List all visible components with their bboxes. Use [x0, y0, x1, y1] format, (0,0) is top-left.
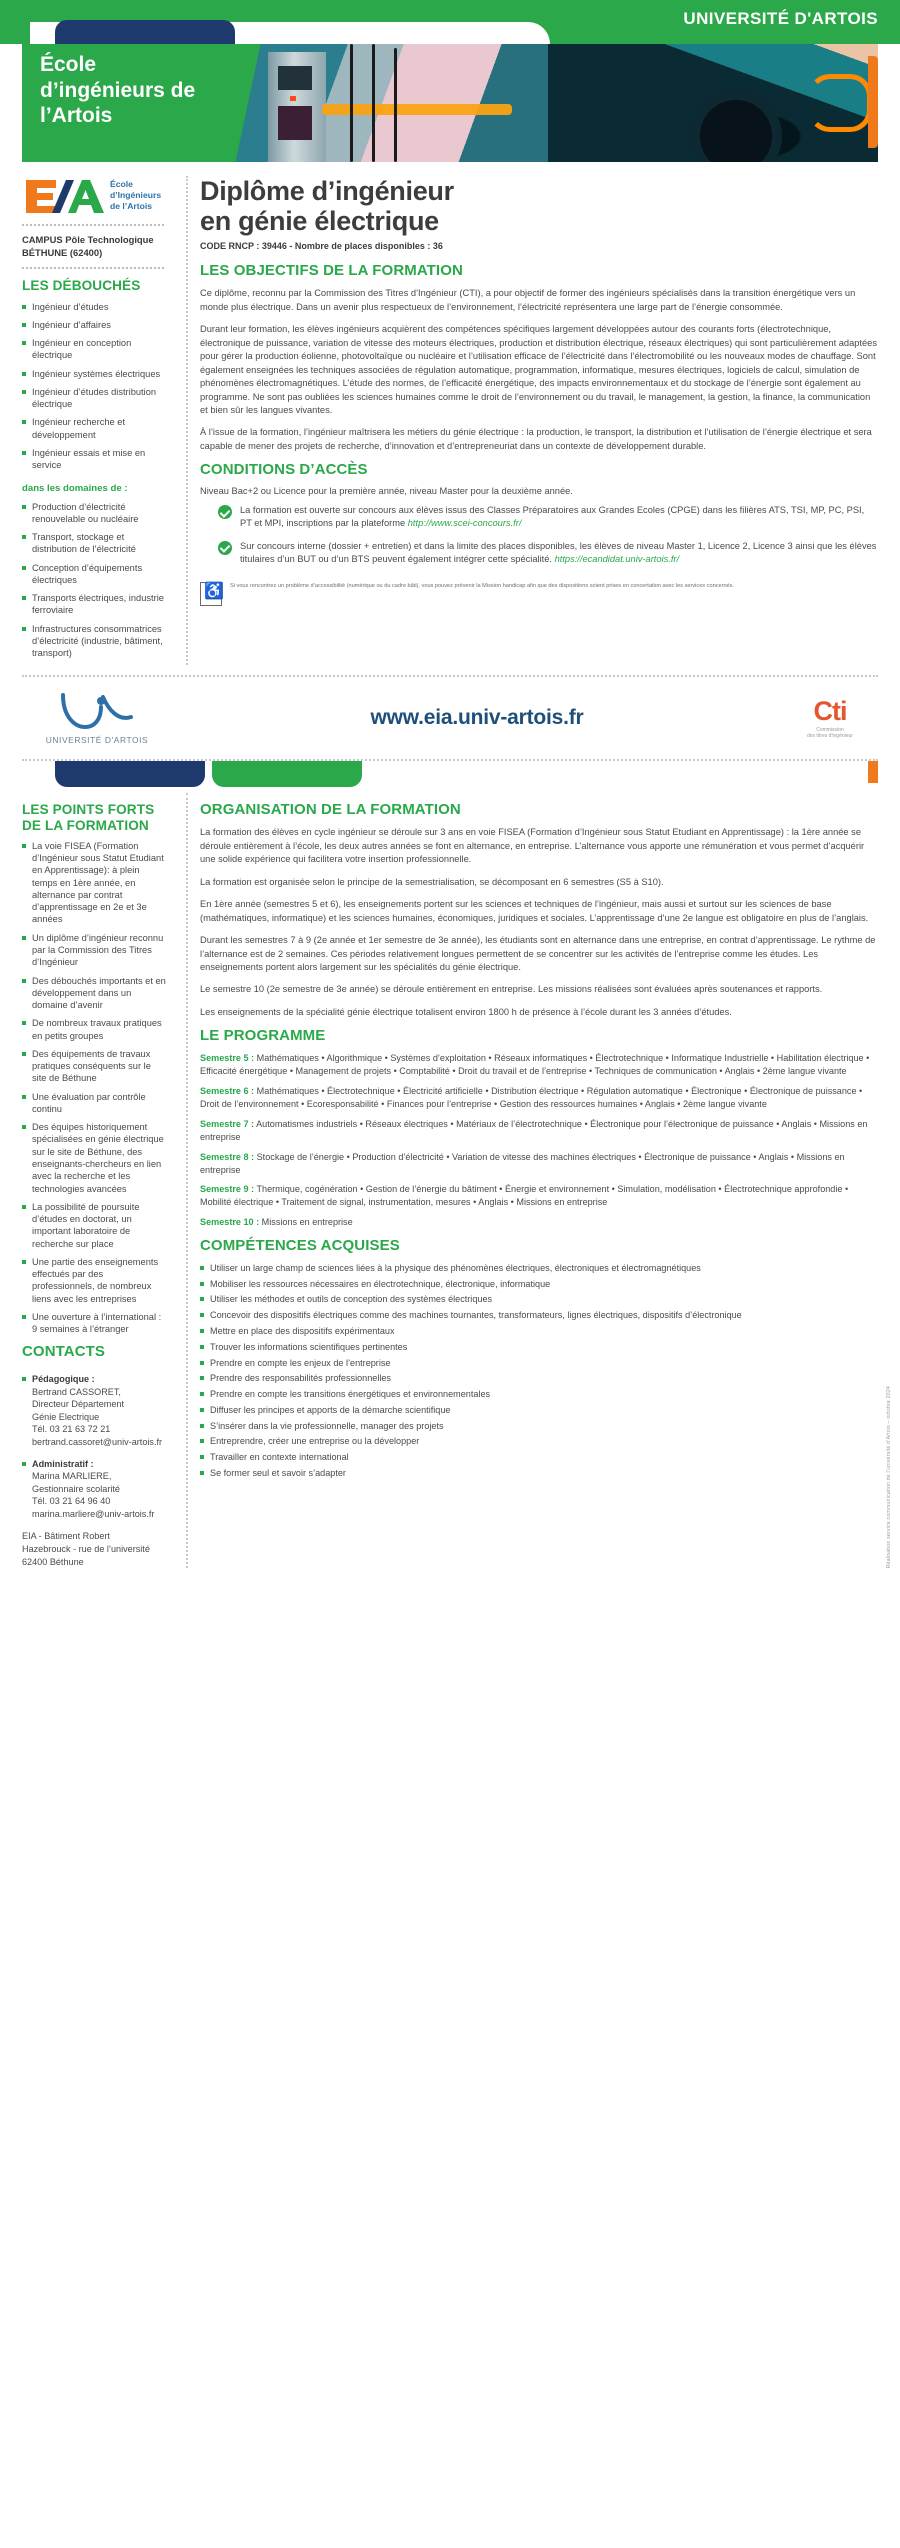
organisation-paragraph-4: Durant les semestres 7 à 9 (2e année et 1er semestre de 3e année), les étudiants sont en alternance dans une entreprise, en contrat d’apprentissage. Le rythme de l’alternance est de 2 semaines. Ces périodes relativement longues permettent de se concentrer sur les activités de l’entreprise comme les études. Les enseignements portent alors largement sur les spécialités du génie électrique. [200, 935, 876, 972]
logo-line-1: École [110, 178, 133, 189]
title-line-1: Diplôme d’ingénieur [200, 176, 454, 206]
organisation-heading: ORGANISATION DE LA FORMATION [200, 801, 461, 819]
rncp-code: CODE RNCP : 39446 - Nombre de places disponibles : 36 [200, 241, 443, 252]
cti-sub-2: des titres d'ingénieur [806, 732, 853, 739]
contact-line: marina.marliere@univ-artois.fr [32, 1508, 155, 1519]
university-name: UNIVERSITÉ D'ARTOIS [683, 9, 878, 28]
list-item: Transport, stockage et distribution de l’électricité [22, 531, 164, 556]
logo-line-3: de l’Artois [110, 200, 153, 211]
contact-line: Génie Electrique [32, 1411, 100, 1422]
semester-label: Semestre 5 : [200, 1053, 255, 1064]
list-item: Conception d’équipements électriques [22, 562, 164, 587]
cable-1-icon [350, 44, 353, 162]
divider-top [22, 224, 164, 226]
list-item: Un diplôme d’ingénieur reconnu par la Commission des Titres d’Ingénieur [22, 932, 166, 969]
list-item: S’insérer dans la vie professionnelle, manager des projets [200, 1420, 878, 1432]
points-forts-heading-line-1: LES POINTS FORTS [22, 802, 155, 818]
wheelchair-accessibility-icon [200, 582, 222, 606]
domains-subheading: dans les domaines de : [22, 482, 128, 494]
divider-bottom [22, 267, 164, 269]
address-line: 62400 Béthune [22, 1556, 84, 1567]
semester-line: Semestre 6 : Mathématiques • Électrotechnique • Électricité artificielle • Distribution électrique • Régulation automatique • Électronique • Électronique de puissance • Droit de l’environnement • Ecoresponsabilité • Finances pour l’entreprise • Gestion des ressources humaines • Anglais • 2ème langue vivante [200, 1086, 863, 1109]
list-item: Ingénieur essais et mise en service [22, 447, 164, 472]
list-item: Mettre en place des dispositifs expérimentaux [200, 1325, 878, 1337]
list-item: Production d’électricité renouvelable ou nucléaire [22, 501, 164, 526]
semester-line: Semestre 7 : Automatismes industriels • Réseaux électriques • Matériaux de l’électrotechnique • Électronique pour l’électronique de puissance • Anglais • Missions en entreprise [200, 1118, 868, 1142]
eia-logo-mark-icon [22, 176, 104, 214]
address-line: Hazebrouck - rue de l’université [22, 1543, 150, 1554]
page-title [200, 176, 878, 236]
contact-item [22, 1458, 166, 1521]
top-banner [0, 0, 900, 44]
cti-sub-1: Commission [816, 726, 844, 733]
list-item: La voie FISEA (Formation d’Ingénieur sous Statut Etudiant en Apprentissage): à plein temps en 1ère année, en alternance par contrat d’apprentissage en 2e et 3e années [22, 840, 166, 926]
school-title: École d’ingénieurs de l’Artois [40, 53, 196, 128]
debouches-heading: LES DÉBOUCHÉS [22, 278, 141, 294]
list-item: Transports électriques, industrie ferroviaire [22, 592, 164, 617]
competences-heading: COMPÉTENCES ACQUISES [200, 1237, 400, 1255]
credits-note: Réalisation service communication de l’université d’Artois – octobre 2024 [886, 1385, 892, 1569]
university-swirl-icon [22, 691, 172, 731]
semester-label: Semestre 7 : [200, 1118, 255, 1129]
conditions-heading: CONDITIONS D’ACCÈS [200, 461, 368, 479]
main-content [200, 176, 878, 665]
semester-line: Semestre 5 : Mathématiques • Algorithmique • Systèmes d’exploitation • Réseaux informatiques • Électrotechnique • Informatique Industrielle • Habilitation électrique • Efficacité énergétique • Management de projets • Comptabilité • Droit du travail et de l’entreprise • Techniques de communication • Anglais • 2ème langue vivante [200, 1053, 870, 1077]
list-item: Utiliser les méthodes et outils de conception des systèmes électriques [200, 1293, 878, 1305]
list-item: Entreprendre, créer une entreprise ou la développer [200, 1435, 878, 1447]
title-line-2: en génie électrique [200, 206, 439, 237]
contacts-list [22, 1373, 166, 1520]
address-line: EIA - Bâtiment Robert [22, 1531, 110, 1542]
eia-logo [22, 176, 164, 214]
list-item: Ingénieur recherche et développement [22, 416, 164, 441]
main-columns [0, 162, 900, 665]
website-url[interactable]: www.eia.univ-artois.fr [370, 706, 584, 730]
organisation-paragraph-1: La formation des élèves en cycle ingénieur se déroule sur 3 ans en voie FISEA (Formation d’Ingénieur sous Statut Etudiant en Apprentissage) : la 1ère année se déroule entièrement à l’école, les deux autres années se font en alternance, en entreprise. L’alternance vous apporte une rémunération et vous permet d’acquérir une solide expérience qui facilitera votre insertion professionnelle. [200, 827, 865, 865]
page2-column-divider [186, 793, 188, 1568]
points-forts-heading-line-2: DE LA FORMATION [22, 817, 149, 833]
school-address [22, 1530, 166, 1568]
contact-line: Tél. 03 21 63 72 21 [32, 1424, 111, 1435]
condition-text: Sur concours interne (dossier + entretien) et dans la limite des places disponibles, les élèves de niveau Master 1, Licence 2, Licence 3 ainsi que les élèves titulaires d’un BUT ou d’un BTS peuvent également intégrer cette spécialité. https://ecandidat.univ-artois.fr/ [240, 540, 877, 564]
campus-info [22, 232, 164, 261]
charger-led-icon [290, 96, 296, 101]
list-item: Ingénieur d’études distribution électrique [22, 386, 164, 411]
list-item: Prendre en compte les enjeux de l’entreprise [200, 1357, 878, 1369]
page2-sidebar [22, 793, 174, 1568]
semester-label: Semestre 10 : [200, 1217, 260, 1228]
organisation-paragraph-5: Le semestre 10 (2e semestre de 3e année) se déroule entièrement en entreprise. Les missions réalisées sont évaluées après soutenances et rapports. [200, 984, 823, 995]
organisation-paragraph-3: En 1ère année (semestres 5 et 6), les enseignements portent sur les sciences et techniques de l’ingénieur, mais aussi et surtout sur les sciences de base (mathématiques, informatique) et les sciences humaines, économiques, juridiques et sociales. L’apprentissage d’une 2e langue est obligatoire en plus de l’anglais. [200, 899, 869, 923]
charger-screen-icon [278, 66, 312, 90]
programme-heading: LE PROGRAMME [200, 1027, 326, 1045]
semester-line: Semestre 10 : Missions en entreprise [200, 1217, 353, 1228]
list-item: Des équipes historiquement spécialisées en génie électrique sur le site de Béthune, des enseignants-chercheurs en lien avec la recherche et les technologies avancées [22, 1121, 166, 1195]
condition-item [200, 504, 878, 530]
contacts-heading: CONTACTS [22, 1343, 106, 1361]
page2-navy-tab [55, 761, 205, 787]
contact-role: Administratif : [32, 1458, 94, 1469]
hero-photo-ev-charging [222, 44, 878, 162]
conditions-list [200, 504, 878, 566]
page2-tabs [0, 761, 900, 787]
list-item: Ingénieur d’études [22, 301, 164, 313]
objectifs-paragraph-2: Durant leur formation, les élèves ingénieurs acquièrent des compétences spécifiques largement développées autour des courants forts (électrotechnique, électronique de puissance, variation de vitesse des moteurs électriques, production et distribution électrique, réseaux électriques) qui sont particulièrement adaptées pour gérer la production éolienne, photovoltaïque ou nucléaire et l’utilisation efficace de l’électricité dans l’électromobilité ou les nouveaux modes de chauffage. Sont également enseignées les techniques associées de régulation automatique, programmation, informatique, mesures électriques, logiciels de calcul, simulation de phénomènes électromagnétiques. L’étude des normes, de l’efficacité énergétique, des impacts environnementaux et du stockage de l’énergie sont également au programme. Ne sont pas oubliées les sciences humaines comme le droit de l’environnement ou du travail, le management, la gestion, la finance, la communication et bien sûr les langues vivantes. [200, 324, 877, 416]
list-item: Prendre des responsabilités professionnelles [200, 1372, 878, 1384]
charger-port-icon [278, 106, 312, 140]
objectifs-heading: LES OBJECTIFS DE LA FORMATION [200, 262, 463, 280]
competences-list [200, 1262, 878, 1479]
list-item: Des équipements de travaux pratiques conséquents sur le site de Béthune [22, 1048, 166, 1085]
contact-line: Bertrand CASSORET, [32, 1386, 121, 1397]
list-item: Se former seul et savoir s’adapter [200, 1467, 878, 1479]
column-divider [186, 176, 188, 665]
page2-green-tab [212, 761, 362, 787]
accessibility-text: Si vous rencontrez un problème d’accessibilité (numérique ou du cadre bâti), vous pouvez prévenir la Mission handicap afin que des dispositions soient prises en concertation avec les services concernés. [230, 582, 735, 589]
points-forts-list [22, 840, 166, 1336]
semester-line: Semestre 8 : Stockage de l’énergie • Production d’électricité • Variation de vitesse des machines électriques • Électronique de puissance • Anglais • Missions en entreprise [200, 1151, 845, 1175]
list-item: Prendre en compte les transitions énergétiques et environnementales [200, 1388, 878, 1400]
contact-line: Marina MARLIERE, [32, 1471, 112, 1482]
cti-logo [782, 695, 878, 739]
eia-logo-text [110, 179, 161, 212]
organisation-paragraph-6: Les enseignements de la spécialité génie électrique totalisent environ 1800 h de présence à l’école durant les 3 années d’études. [200, 1006, 732, 1017]
check-circle-icon [218, 541, 232, 555]
page2-orange-edge [868, 761, 878, 783]
contact-line: Directeur Département [32, 1399, 124, 1410]
condition-item [200, 540, 878, 566]
list-item: Trouver les informations scientifiques pertinentes [200, 1341, 878, 1353]
left-sidebar [22, 176, 174, 665]
debouches-list [22, 301, 164, 472]
domains-list [22, 501, 164, 660]
mid-band [22, 675, 878, 761]
list-item: Ingénieur d’affaires [22, 319, 164, 331]
check-circle-icon [218, 505, 232, 519]
list-item: Travailler en contexte international [200, 1451, 878, 1463]
list-item: Une ouverture à l’international : 9 semaines à l’étranger [22, 1311, 166, 1336]
list-item: Mobiliser les ressources nécessaires en électrotechnique, électronique, informatique [200, 1278, 878, 1290]
university-logo-caption: UNIVERSITÉ D'ARTOIS [45, 735, 149, 746]
cable-2-icon [372, 44, 375, 162]
contact-role: Pédagogique : [32, 1374, 95, 1385]
condition-link[interactable]: https://ecandidat.univ-artois.fr/ [554, 553, 680, 564]
hero-orange-edge [868, 56, 878, 148]
campus-line-1: CAMPUS Pôle Technologique [22, 234, 154, 245]
page2-main-content [200, 793, 892, 1569]
list-item: Une partie des enseignements effectués par des professionnels, de nombreux liens avec les entreprises [22, 1256, 166, 1305]
list-item: Ingénieur en conception électrique [22, 337, 164, 362]
list-item: Concevoir des dispositifs électriques comme des machines tournantes, transformateurs, lignes électriques, dispositifs d’électronique [200, 1309, 878, 1321]
university-logo [22, 691, 172, 745]
semester-label: Semestre 6 : [200, 1086, 255, 1096]
objectifs-paragraph-3: À l’issue de la formation, l’ingénieur maîtrisera les métiers du génie électrique : la production, le transport, la distribution et l’utilisation de l’énergie électrique et sera capable de mener des projets de recherche, d’innovation et d’entrepreneuriat dans un contexte de développement durable. [200, 427, 872, 451]
page2-columns [0, 787, 900, 1586]
list-item: La possibilité de poursuite d’études en doctorat, un important laboratoire de recherche sur place [22, 1201, 166, 1250]
contact-line: bertrand.cassoret@univ-artois.fr [32, 1436, 163, 1447]
contact-item [22, 1373, 166, 1448]
charging-cables [332, 44, 472, 162]
condition-text: La formation est ouverte sur concours aux élèves issus des Classes Préparatoires aux Grandes Ecoles (CPGE) dans les filières ATS, TSI, MP, PC, PSI, PT et MPI, inscriptions par la plateforme http://www.scei-concours.fr/ [240, 505, 865, 529]
semester-label: Semestre 8 : [200, 1151, 255, 1162]
cable-3-icon [394, 48, 397, 162]
campus-line-2: BÉTHUNE (62400) [22, 246, 103, 258]
points-forts-heading [22, 802, 166, 832]
contact-line: Gestionnaire scolarité [32, 1483, 120, 1494]
list-item: Des débouchés importants et en développement dans un domaine d’avenir [22, 975, 166, 1012]
programme-list [200, 1052, 878, 1229]
banner-navy-tab [55, 20, 235, 44]
organisation-paragraph-2: La formation est organisée selon le principe de la semestrialisation, se décomposant en 6 semestres (S5 à S10). [200, 876, 664, 887]
semester-line: Semestre 9 : Thermique, cogénération • Gestion de l’énergie du bâtiment • Énergie et environnement • Simulation, modélisation • Électrotechnique approfondie • Mobilité électrique • Traitement de signal, instrumentation, mesures • Anglais • Missions en entreprise [200, 1184, 849, 1208]
list-item: Une évaluation par contrôle continu [22, 1091, 166, 1116]
logo-line-2: d’Ingénieurs [110, 189, 162, 200]
objectifs-paragraph-1: Ce diplôme, reconnu par la Commission des Titres d’Ingénieur (CTI), a pour objectif de former des ingénieurs spécialisés dans la transition énergétique vers un monde plus électrique. Dans un avenir plus respectueux de l’environnement, l’électricité représentera une large part de l’énergie consommée. [200, 288, 856, 312]
semester-label: Semestre 9 : [200, 1184, 255, 1195]
contact-line: Tél. 03 21 64 96 40 [32, 1496, 111, 1507]
list-item: Ingénieur systèmes électriques [22, 368, 164, 380]
list-item: Diffuser les principes et apports de la démarche scientifique [200, 1404, 878, 1416]
taillight-icon [808, 74, 872, 132]
cti-mark: Cti [813, 695, 847, 726]
conditions-intro: Niveau Bac+2 ou Licence pour la première année, niveau Master pour la deuxième année. [200, 486, 573, 497]
list-item: Infrastructures consommatrices d’électricité (industrie, bâtiment, transport) [22, 623, 164, 660]
hero-section [0, 44, 900, 162]
list-item: Utiliser un large champ de sciences liées à la physique des phénomènes électriques, électroniques et électromagnétiques [200, 1262, 878, 1274]
accessibility-notice [200, 582, 878, 606]
list-item: De nombreux travaux pratiques en petits groupes [22, 1017, 166, 1042]
condition-link[interactable]: http://www.scei-concours.fr/ [407, 518, 522, 529]
